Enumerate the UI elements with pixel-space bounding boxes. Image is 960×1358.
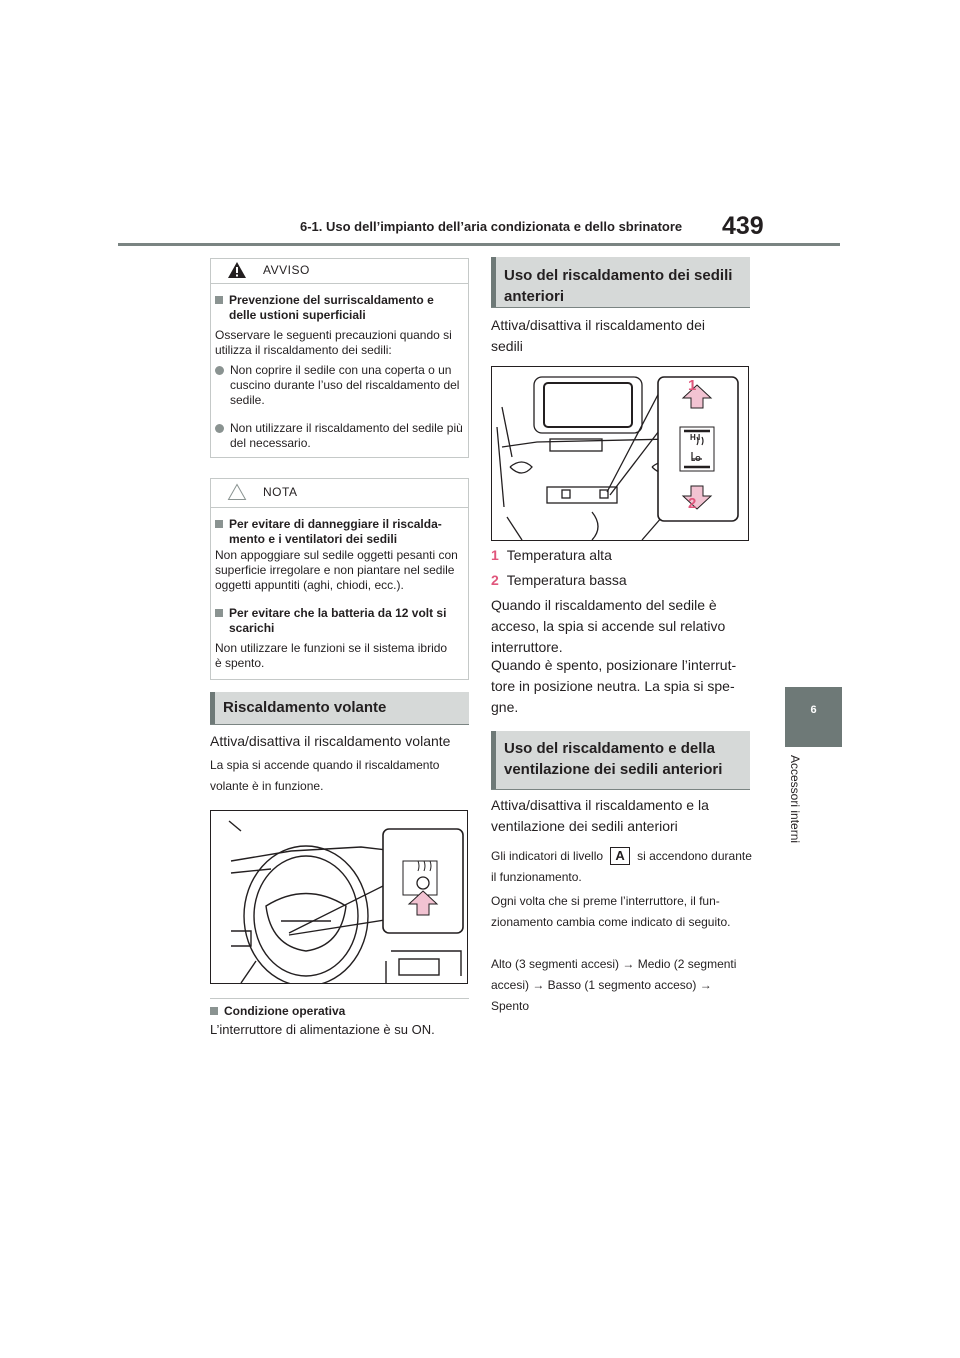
steering-lead: Attiva/disattiva il riscaldamento volante (210, 733, 451, 749)
seat-heat-lead: Attiva/disattiva il riscaldamento dei sedili (491, 317, 705, 354)
header-rule (118, 243, 840, 246)
section-heading-seat-vent: Uso del riscaldamento e della ventilazione dei sedili anteriori (491, 731, 750, 789)
steering-wheel-drawing (211, 811, 467, 983)
note-text: Non utilizzare le funzioni se il sistema ibrido è spento. (215, 641, 448, 670)
warning-bullet: Non utilizzare il riscaldamento del sedile più del necessario. (215, 421, 463, 451)
steering-note: La spia si accende quando il riscaldamento volante è in funzione. (210, 758, 440, 793)
section-heading-seat-heat: Uso del riscaldamento dei sedili anteriori (491, 257, 750, 307)
indicator-label-box: A (610, 847, 629, 865)
section-heading-steering: Riscaldamento volante (210, 692, 469, 724)
note-text: Non appoggiare sul sedile oggetti pesanti con superficie irregolare e non piantare nel sedile oggetti appuntiti (aghi, chiodi, ecc.). (215, 548, 458, 592)
switch-lo-label: LO (691, 456, 701, 463)
warning-title: AVVISO (263, 263, 310, 277)
page-number: 439 (722, 212, 764, 240)
warning-heading: Prevenzione del surriscaldamento e delle ustioni superficiali (215, 293, 463, 323)
seat-vent-para1: Ogni volta che si preme l’interruttore, il funzionamento cambia come indicato di seguito. (491, 894, 731, 929)
chapter-label-text: Accessori interni (788, 755, 802, 844)
note-header (227, 483, 297, 501)
callout-1: 1 Temperatura alta (491, 547, 612, 563)
caution-triangle-icon (227, 483, 247, 501)
warning-triangle-icon (227, 261, 247, 279)
note-heading: Per evitare di danneggiare il riscaldamento e i ventilatori dei sedili (215, 517, 465, 547)
warning-intro: Osservare le seguenti precauzioni quando si utilizza il riscaldamento dei sedili: (215, 328, 452, 357)
note-heading: Per evitare che la batteria da 12 volt si scarichi (215, 606, 465, 636)
seat-vent-lead: Attiva/disattiva il riscaldamento e la ventilazione dei sedili anteriori (491, 797, 709, 834)
warning-box (210, 258, 469, 458)
warning-bullet: Non coprire il sedile con una coperta o un cuscino durante l’uso del riscaldamento del sedile. (215, 363, 463, 408)
note-box (210, 478, 469, 680)
dashboard-drawing (492, 367, 748, 540)
warning-header (227, 261, 310, 279)
condition-text: L’interruttore di alimentazione è su ON. (210, 1022, 435, 1037)
indicator-text: Gli indicatori di livello A si accendono durante il funzionamento. (491, 848, 752, 884)
callout-2: 2 Temperatura bassa (491, 572, 627, 588)
chapter-label (784, 755, 804, 865)
section-title: 6-1. Uso dell’impianto dell’aria condizionata e dello sbrinatore (300, 219, 683, 234)
chapter-tab: 6 (785, 687, 842, 747)
note-title: NOTA (263, 485, 298, 499)
seat-heat-para2: Quando è spento, posizionare l’interruttore in posizione neutra. La spia si spegne. (491, 657, 737, 715)
seat-heater-illustration (491, 366, 749, 541)
seat-heat-para1: Quando il riscaldamento del sedile è acceso, la spia si accende sul relativo interruttore. (491, 597, 726, 655)
callout-1-label: 1 (688, 377, 697, 394)
switch-hi-label: H I (690, 433, 701, 442)
condition-heading: Condizione operativa (210, 1004, 469, 1019)
steering-heater-illustration (210, 810, 468, 984)
seat-vent-sequence: Alto (3 segmenti accesi) → Medio (2 segmenti accesi) → Basso (1 segmento acceso) → Spento (491, 957, 737, 1013)
callout-2-label: 2 (688, 495, 697, 512)
